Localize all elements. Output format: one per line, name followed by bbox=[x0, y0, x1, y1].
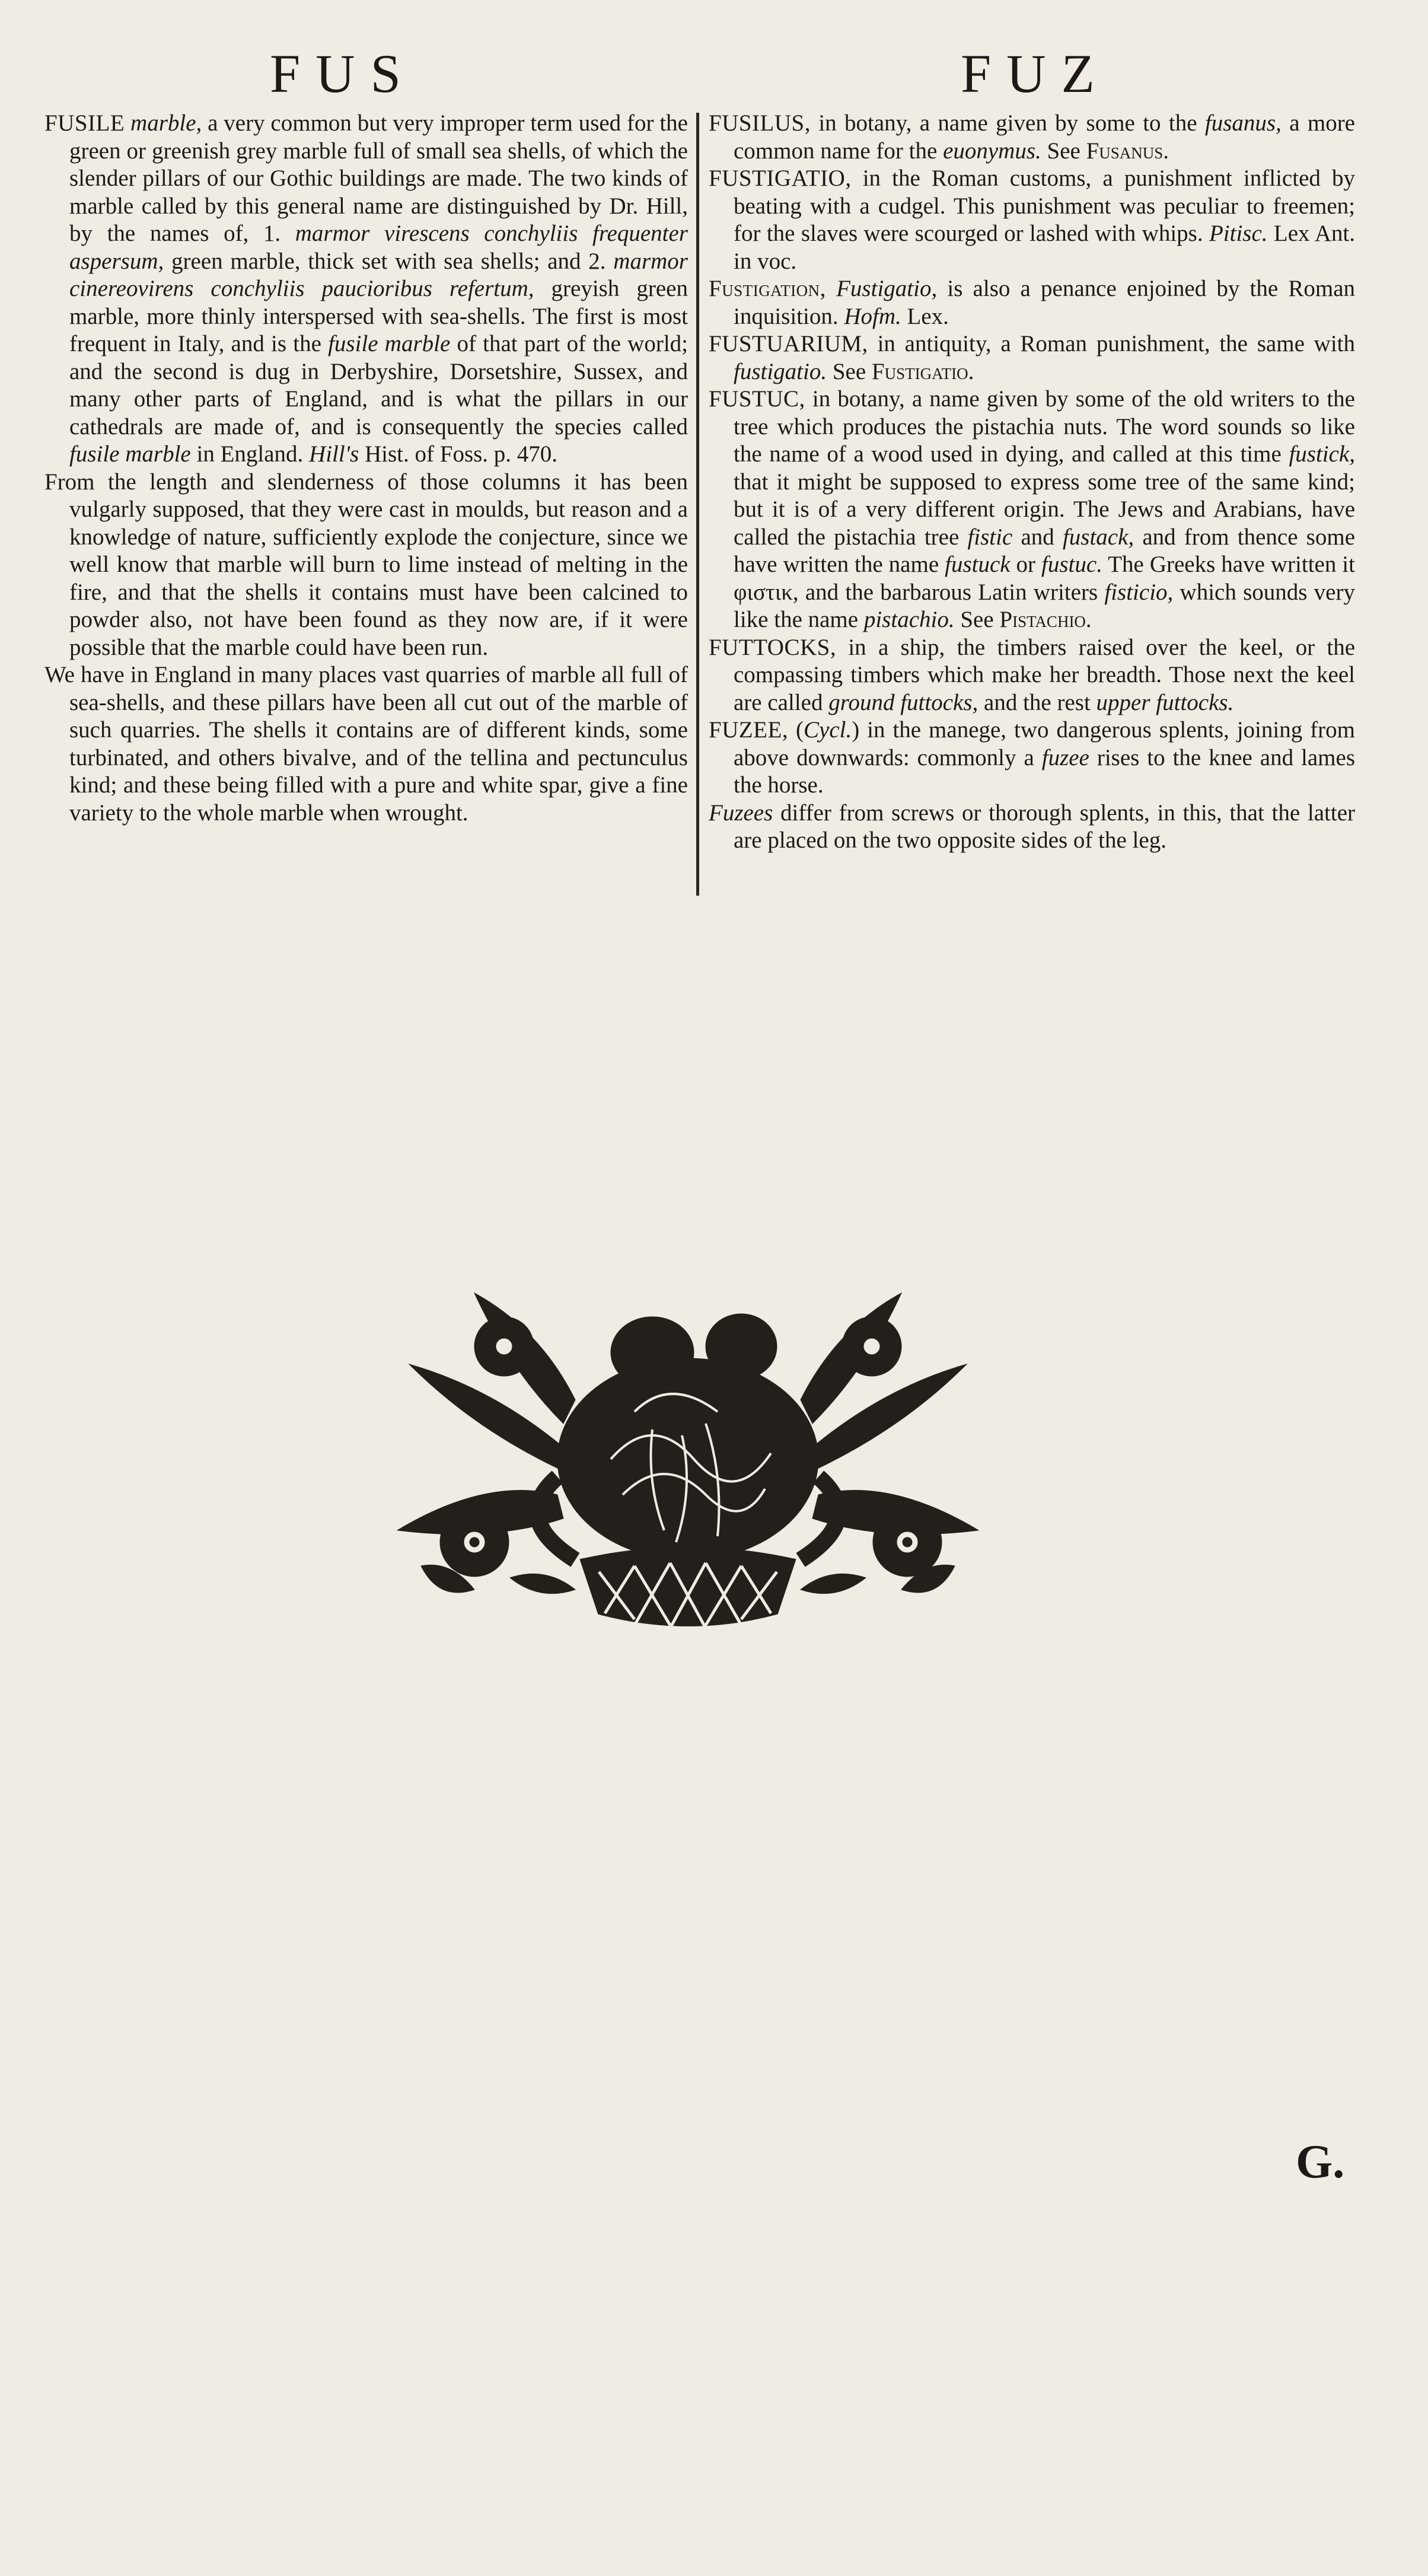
entry-futtocks bbox=[709, 634, 1355, 717]
entry-italic: fustuc. bbox=[1041, 552, 1102, 577]
entry-italic: Cycl. bbox=[804, 717, 852, 743]
headword-fustigation: Fustigation, bbox=[709, 276, 826, 301]
headword-italic: marble, bbox=[125, 110, 202, 136]
entry-text: a more common name for the bbox=[734, 110, 1355, 164]
entry-fusilus bbox=[709, 110, 1355, 165]
entry-text: in a ship, the timbers raised over the keel, or the compassing timbers which make her breadth. Those next the keel are called bbox=[734, 634, 1355, 715]
greek-word: φιστικ, bbox=[734, 579, 799, 605]
paragraph-quarries: We have in England in many places vast quarries of marble all full of sea-shells, and these pillars have been all cut out of the marble of such quarries. The shells it contains are of different kinds, some turbinated, and others bivalve, and of the tellina and pectunculus kind; and these being filled with a pure and white spar, give a fine variety to the whole marble when wrought. bbox=[44, 662, 688, 826]
entry-text: in antiquity, a Roman punishment, the same with bbox=[868, 331, 1355, 356]
entry-italic: upper futtocks. bbox=[1096, 689, 1234, 715]
left-column bbox=[44, 110, 688, 827]
entry-italic: fistic bbox=[967, 524, 1013, 550]
entry-italic: fustick, bbox=[1289, 441, 1355, 467]
entry-text: of that part of the world; and the second is dug in Derbyshire, Dorsetshire, Sussex, and many other parts of England, and is what the pillars in our cathedrals are made of, and is consequently the species called bbox=[69, 331, 689, 440]
flower-basket-ornament bbox=[385, 1281, 990, 1637]
running-head-right: FUZ bbox=[961, 43, 1110, 104]
entry-text: in the Roman customs, a punishment inflicted by beating with a cudgel. This punishment was peculiar to freemen; for the slaves were scourged or lashed with whips. bbox=[734, 165, 1355, 246]
entry-fusile bbox=[44, 110, 688, 469]
entry-text: in botany, a name given by some of the old writers to the tree which produces the pistachia nuts. The word sounds so like the name of a wood used in dying, and called at this time bbox=[734, 386, 1355, 467]
running-head-left: FUS bbox=[270, 43, 416, 104]
entry-italic: fusile marble bbox=[328, 331, 451, 356]
entry-text: that it might be supposed to express some tree of the same kind; but it is of a very different origin. The Jews and Arabians, have called the pistachia tree bbox=[734, 469, 1355, 550]
entry-italic: pistachio. bbox=[863, 607, 955, 632]
headword-fustuc: FUSTUC, bbox=[709, 386, 805, 412]
entry-text: greyish green marble, more thinly interspersed with sea-shells. The first is most frequent in Italy, and is the bbox=[69, 276, 688, 356]
entry-italic: marmor virescens conchyliis frequenter aspersum, bbox=[69, 221, 689, 274]
entry-text: and from thence some have written the name bbox=[734, 524, 1356, 577]
entry-text: 2. bbox=[588, 248, 606, 274]
right-column bbox=[709, 110, 1355, 855]
catchword: G. bbox=[1296, 2136, 1345, 2188]
entry-text: See bbox=[954, 607, 1000, 632]
headword-futtocks: FUTTOCKS, bbox=[709, 634, 837, 660]
entry-fustigatio bbox=[709, 165, 1355, 275]
entry-italic: marmor cinereovirens conchyliis paucioribus refertum, bbox=[69, 248, 688, 301]
entry-italic: Pitisc. bbox=[1209, 221, 1268, 246]
entry-italic: Fustigatio, bbox=[825, 276, 938, 301]
entry-text: is also a penance enjoined by the Roman inquisition. bbox=[734, 276, 1356, 329]
headword-fustigatio: FUSTIGATIO, bbox=[709, 165, 852, 191]
entry-text: green marble, thick set with sea shells; and bbox=[164, 248, 589, 274]
entry-fustuarium bbox=[709, 330, 1355, 386]
entry-italic: ground futtocks, bbox=[828, 689, 978, 715]
entry-italic: fustuck bbox=[945, 552, 1011, 577]
entry-italic: fustigatio. bbox=[734, 358, 827, 384]
entry-italic: Hofm. bbox=[844, 303, 901, 329]
entry-text: Hist. of Foss. p. 470. bbox=[359, 441, 558, 467]
cross-reference: Fusanus. bbox=[1086, 138, 1169, 164]
entry-fustigation bbox=[709, 275, 1355, 330]
entry-fuzees bbox=[709, 800, 1355, 855]
entry-text: a very common but very improper term used for the green or greenish grey marble full of small sea shells, of which the slender pillars of our Gothic buildings are made. The two kinds of marble called by this general name are distinguished by Dr. Hill, by the names of, bbox=[69, 110, 688, 246]
entry-italic: fisticio, bbox=[1104, 579, 1174, 605]
headword-fusilus: FUSILUS, bbox=[709, 110, 811, 136]
entry-italic: Hill's bbox=[309, 441, 359, 467]
column-divider bbox=[696, 113, 699, 896]
entry-text: differ from screws or thorough splents, in this, that the latter are placed on the two opposite sides of the leg. bbox=[734, 800, 1355, 853]
cross-reference: Fustigatio. bbox=[871, 358, 974, 384]
entry-italic: Fuzees bbox=[709, 800, 773, 826]
entry-text: The Greeks have written it bbox=[1102, 552, 1355, 577]
entry-text: 1. bbox=[263, 221, 281, 246]
entry-text: Lex Ant. in voc. bbox=[734, 221, 1355, 274]
entry-text: in botany, a name given by some to the bbox=[810, 110, 1205, 136]
entry-text: ) in the manege, two dangerous splents, joining from above downwards: commonly a bbox=[734, 717, 1355, 770]
entry-text: which sounds very like the name bbox=[734, 579, 1355, 632]
entry-text: and the barbarous Latin writers bbox=[798, 579, 1105, 605]
paragraph-columns: From the length and slenderness of those columns it has been vulgarly supposed, that they were cast in moulds, but reason and a knowledge of nature, sufficiently explode the conjecture, since we well know that marble will burn to lime instead of melting in the fire, and that the shells it contains must have been calcined to powder also, not have been found as they now are, if it were possible that the marble could have been run. bbox=[44, 469, 688, 660]
entry-text: and bbox=[1012, 524, 1063, 550]
entry-text: See bbox=[1041, 138, 1086, 164]
entry-text: and the rest bbox=[978, 689, 1096, 715]
entry-fustuc bbox=[709, 386, 1355, 634]
cross-reference: Pistachio. bbox=[999, 607, 1092, 632]
entry-text: rises to the knee and lames the horse. bbox=[734, 744, 1355, 798]
entry-italic: fuzee bbox=[1041, 744, 1089, 770]
entry-italic: euonymus. bbox=[943, 138, 1041, 164]
headword-fuzee: FUZEE, bbox=[709, 717, 789, 743]
entry-italic: fusanus, bbox=[1204, 110, 1282, 136]
entry-fuzee bbox=[709, 717, 1355, 800]
entry-text: in England. bbox=[190, 441, 310, 467]
entry-text: See bbox=[827, 358, 872, 384]
headword-fusile: FUSILE bbox=[44, 110, 125, 136]
entry-text: or bbox=[1010, 552, 1042, 577]
entry-italic: fustack, bbox=[1062, 524, 1134, 550]
headword-fustuarium: FUSTUARIUM, bbox=[709, 331, 868, 356]
entry-text: Lex. bbox=[901, 303, 949, 329]
entry-italic: fusile marble bbox=[69, 441, 191, 467]
entry-text: ( bbox=[788, 717, 804, 743]
